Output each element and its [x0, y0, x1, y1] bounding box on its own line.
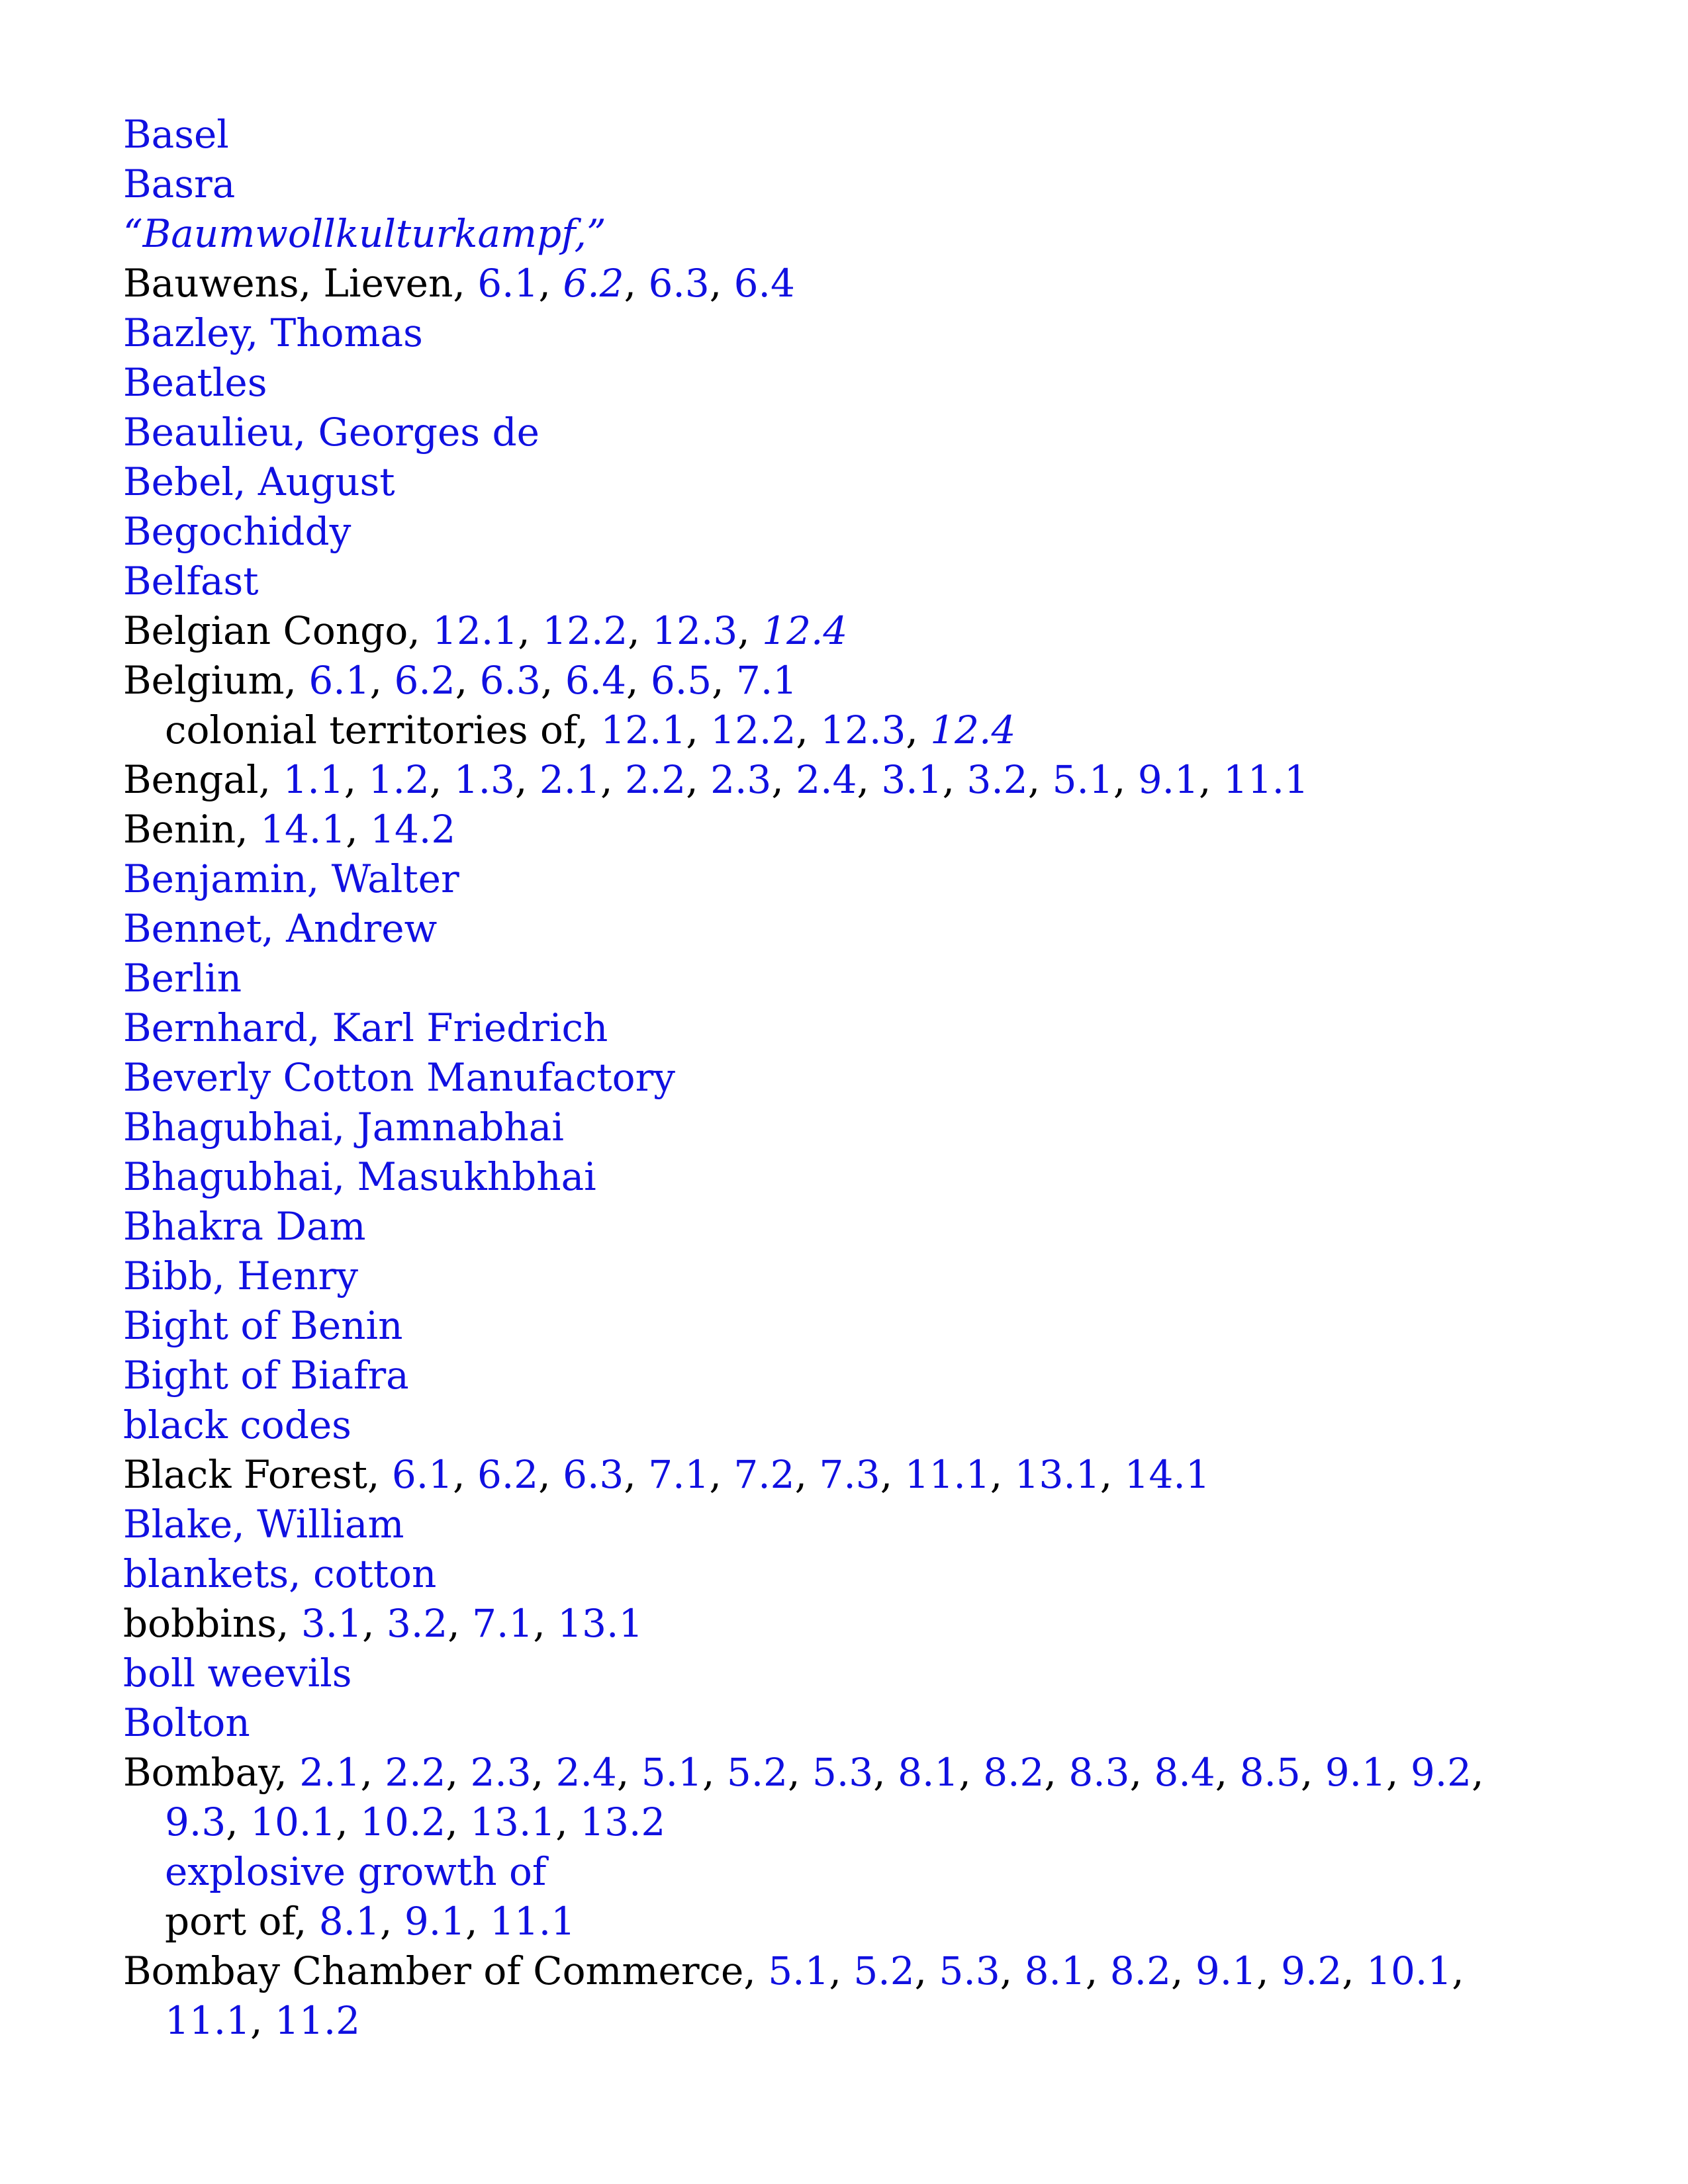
page-ref-link[interactable]: 14.1: [260, 807, 346, 852]
page-ref-link[interactable]: 7.2: [733, 1452, 795, 1497]
index-term-link[interactable]: black codes: [123, 1402, 352, 1447]
page-ref-link[interactable]: 5.3: [812, 1750, 874, 1795]
index-page: [123, 110, 1566, 2046]
index-term-link[interactable]: Bight of Biafra: [123, 1353, 409, 1398]
index-entry: [123, 209, 1566, 259]
index-entry: [123, 557, 1566, 606]
page-ref-link[interactable]: 11.1: [1223, 757, 1309, 802]
index-entry: Bauwens, Lieven, 6.1, 6.2, 6.3, 6.4: [123, 261, 795, 306]
page-ref-link[interactable]: 12.4: [762, 608, 848, 653]
page-ref-link[interactable]: 6.5: [650, 658, 712, 703]
index-term-link[interactable]: Bhakra Dam: [123, 1204, 366, 1249]
page-ref-link[interactable]: 6.3: [648, 261, 710, 306]
index-term: Benin: [123, 807, 236, 852]
index-term: Bombay: [123, 1750, 275, 1795]
page-ref-link[interactable]: 12.2: [542, 608, 628, 653]
index-entry: [123, 1003, 1566, 1053]
page-ref-link[interactable]: 2.1: [299, 1750, 361, 1795]
index-entry: [123, 1549, 1566, 1599]
index-entry: [123, 408, 1566, 457]
index-entry: [123, 954, 1566, 1003]
page-ref-link[interactable]: 6.2: [477, 1452, 539, 1497]
page-ref-link[interactable]: 11.2: [275, 1998, 361, 2043]
index-term-link[interactable]: Benjamin, Walter: [123, 856, 459, 901]
index-entry: [123, 1500, 1566, 1549]
index-entry: [123, 1301, 1566, 1351]
page-ref-link[interactable]: 14.1: [1124, 1452, 1210, 1497]
page-ref-link[interactable]: 8.4: [1154, 1750, 1215, 1795]
page-ref-link[interactable]: 7.1: [648, 1452, 710, 1497]
index-entry: [123, 159, 1566, 209]
index-term-link[interactable]: Bazley, Thomas: [123, 310, 423, 355]
index-term: colonial territories of: [165, 707, 577, 752]
index-term-link[interactable]: Beatles: [123, 360, 267, 405]
index-term-link[interactable]: Bhagubhai, Masukhbhai: [123, 1154, 596, 1199]
page-ref-link[interactable]: 2.2: [385, 1750, 446, 1795]
page-ref-link[interactable]: 5.1: [768, 1948, 829, 1993]
index-entry: [123, 1251, 1566, 1301]
page-ref-link[interactable]: 9.3: [165, 1799, 226, 1844]
page-ref-link[interactable]: 6.4: [565, 658, 627, 703]
page-ref-link[interactable]: 7.1: [736, 658, 798, 703]
page-ref-link[interactable]: 3.1: [881, 757, 943, 802]
index-entry: Bombay Chamber of Commerce, 5.1, 5.2, 5.3, 8.1, 8.2, 9.1, 9.2, 10.1, 11.1, 11.2: [123, 1948, 1464, 2043]
page-ref-link[interactable]: 5.3: [939, 1948, 1000, 1993]
index-term-link[interactable]: boll weevils: [123, 1651, 352, 1696]
index-term-link[interactable]: Bibb, Henry: [123, 1253, 359, 1298]
index-term: Black Forest: [123, 1452, 367, 1497]
index-entry: [123, 457, 1566, 507]
index-entry: [123, 308, 1566, 358]
index-entry: [123, 1351, 1566, 1400]
index-term-link[interactable]: Blake, William: [123, 1502, 404, 1547]
page-ref-link[interactable]: 12.3: [652, 608, 738, 653]
page-ref-link[interactable]: 3.1: [301, 1601, 363, 1646]
index-term-link[interactable]: Belfast: [123, 559, 259, 604]
page-ref-link[interactable]: 6.3: [563, 1452, 624, 1497]
index-entry: [123, 904, 1566, 954]
page-ref-link[interactable]: 9.1: [1325, 1750, 1386, 1795]
page-ref-link[interactable]: 10.2: [360, 1799, 446, 1844]
page-ref-link[interactable]: 8.2: [1109, 1948, 1171, 1993]
index-entry: Bengal, 1.1, 1.2, 1.3, 2.1, 2.2, 2.3, 2.4, 3.1, 3.2, 5.1, 9.1, 11.1: [123, 757, 1309, 802]
page-ref-link[interactable]: 12.3: [820, 707, 906, 752]
index-term-link[interactable]: Bennet, Andrew: [123, 906, 438, 951]
index-term-link[interactable]: Bight of Benin: [123, 1303, 403, 1348]
index-term-link[interactable]: Bolton: [123, 1700, 250, 1745]
page-ref-link[interactable]: 8.1: [318, 1899, 380, 1944]
index-entry: [123, 1053, 1566, 1103]
index-entry: [123, 1400, 1566, 1450]
index-term-link[interactable]: blankets, cotton: [123, 1551, 437, 1596]
index-term-link[interactable]: Beaulieu, Georges de: [123, 410, 539, 455]
index-term-link[interactable]: Beverly Cotton Manufactory: [123, 1055, 676, 1100]
index-term: Bauwens, Lieven: [123, 261, 453, 306]
page-ref-link[interactable]: 2.4: [555, 1750, 617, 1795]
index-entry: Belgium, 6.1, 6.2, 6.3, 6.4, 6.5, 7.1: [123, 658, 798, 703]
index-entry: [123, 110, 1566, 159]
page-ref-link[interactable]: 11.1: [489, 1899, 576, 1944]
index-subentry: [123, 1847, 1566, 1897]
page-ref-link[interactable]: 10.1: [250, 1799, 336, 1844]
page-ref-link[interactable]: 6.4: [733, 261, 795, 306]
page-ref-link[interactable]: 12.1: [600, 707, 686, 752]
index-term-link[interactable]: Begochiddy: [123, 509, 352, 554]
page-ref-link[interactable]: 2.1: [539, 757, 601, 802]
page-ref-link[interactable]: 2.2: [624, 757, 686, 802]
index-entry: Bombay, 2.1, 2.2, 2.3, 2.4, 5.1, 5.2, 5.3, 8.1, 8.2, 8.3, 8.4, 8.5, 9.1, 9.2, 9.3, 10.1, 10.2, 13.1, 13.2: [123, 1750, 1484, 1844]
index-term-link[interactable]: Basra: [123, 161, 236, 206]
index-term: Belgium: [123, 658, 285, 703]
page-ref-link[interactable]: 11.1: [904, 1452, 990, 1497]
page-ref-link[interactable]: 5.2: [853, 1948, 915, 1993]
index-entry: [123, 1152, 1566, 1202]
index-term: port of: [165, 1899, 295, 1944]
index-term-link[interactable]: Bebel, August: [123, 459, 395, 504]
page-ref-link[interactable]: 8.2: [983, 1750, 1045, 1795]
index-entry: Benin, 14.1, 14.2: [123, 807, 456, 852]
index-subentry: colonial territories of, 12.1, 12.2, 12.3, 12.4: [165, 707, 1016, 752]
index-entry: [123, 507, 1566, 557]
page-ref-link[interactable]: 3.2: [386, 1601, 448, 1646]
page-ref-link[interactable]: 6.1: [391, 1452, 453, 1497]
index-term-link[interactable]: Basel: [123, 112, 229, 157]
page-ref-link[interactable]: 2.3: [470, 1750, 532, 1795]
page-ref-link[interactable]: 6.3: [479, 658, 541, 703]
index-term-link[interactable]: Bernhard, Karl Friedrich: [123, 1005, 608, 1050]
page-ref-link[interactable]: 9.2: [1280, 1948, 1342, 1993]
page-ref-link[interactable]: 8.3: [1068, 1750, 1130, 1795]
index-entry: [123, 358, 1566, 408]
page-ref-link[interactable]: 12.1: [432, 608, 518, 653]
page-ref-link[interactable]: 8.1: [898, 1750, 959, 1795]
index-term-link[interactable]: Bhagubhai, Jamnabhai: [123, 1105, 564, 1150]
page-ref-link[interactable]: 13.1: [1014, 1452, 1100, 1497]
index-entry: [123, 854, 1566, 904]
index-term-link[interactable]: explosive growth of: [165, 1849, 547, 1894]
page-ref-link[interactable]: 7.3: [819, 1452, 880, 1497]
index-entry: bobbins, 3.1, 3.2, 7.1, 13.1: [123, 1601, 643, 1646]
page-ref-link[interactable]: 8.5: [1239, 1750, 1301, 1795]
page-ref-link[interactable]: 5.1: [1052, 757, 1113, 802]
page-ref-link[interactable]: 9.1: [1137, 757, 1199, 802]
index-term: Bombay Chamber of Commerce: [123, 1948, 744, 1993]
index-term-link[interactable]: “Baumwollkulturkampf,”: [123, 211, 606, 256]
index-term: Bengal: [123, 757, 259, 802]
page-ref-link[interactable]: 12.4: [930, 707, 1016, 752]
page-ref-link[interactable]: 12.2: [710, 707, 796, 752]
page-ref-link[interactable]: 1.1: [283, 757, 344, 802]
page-ref-link[interactable]: 6.2: [394, 658, 455, 703]
page-ref-link[interactable]: 5.2: [726, 1750, 788, 1795]
page-ref-link[interactable]: 2.4: [796, 757, 857, 802]
page-ref-link[interactable]: 6.1: [308, 658, 370, 703]
index-entry: Belgian Congo, 12.1, 12.2, 12.3, 12.4: [123, 608, 848, 653]
page-ref-link[interactable]: 3.2: [966, 757, 1028, 802]
index-term: Belgian Congo: [123, 608, 408, 653]
page-ref-link[interactable]: 14.2: [370, 807, 456, 852]
page-ref-link[interactable]: 6.1: [477, 261, 539, 306]
index-entry: [123, 1649, 1566, 1698]
page-ref-link[interactable]: 5.1: [641, 1750, 702, 1795]
index-subentry: port of, 8.1, 9.1, 11.1: [165, 1899, 576, 1944]
index-term-link[interactable]: Berlin: [123, 956, 242, 1001]
index-term: bobbins: [123, 1601, 277, 1646]
page-ref-link[interactable]: 9.1: [1195, 1948, 1257, 1993]
index-entry: Black Forest, 6.1, 6.2, 6.3, 7.1, 7.2, 7.3, 11.1, 13.1, 14.1: [123, 1452, 1210, 1497]
page-ref-link[interactable]: 9.1: [404, 1899, 466, 1944]
page-ref-link[interactable]: 11.1: [165, 1998, 251, 2043]
page-ref-link[interactable]: 7.1: [472, 1601, 534, 1646]
page-ref-link[interactable]: 6.2: [563, 261, 624, 306]
page-ref-link[interactable]: 13.2: [580, 1799, 666, 1844]
page-ref-link[interactable]: 2.3: [710, 757, 772, 802]
page-ref-link[interactable]: 8.1: [1024, 1948, 1086, 1993]
page-ref-link[interactable]: 13.1: [557, 1601, 643, 1646]
page-ref-link[interactable]: 1.3: [453, 757, 515, 802]
page-ref-link[interactable]: 10.1: [1366, 1948, 1452, 1993]
page-ref-link[interactable]: 13.1: [470, 1799, 556, 1844]
page-ref-link[interactable]: 1.2: [368, 757, 430, 802]
index-entry: [123, 1103, 1566, 1152]
index-entry: [123, 1202, 1566, 1251]
index-entry: [123, 1698, 1566, 1748]
page-ref-link[interactable]: 9.2: [1410, 1750, 1472, 1795]
